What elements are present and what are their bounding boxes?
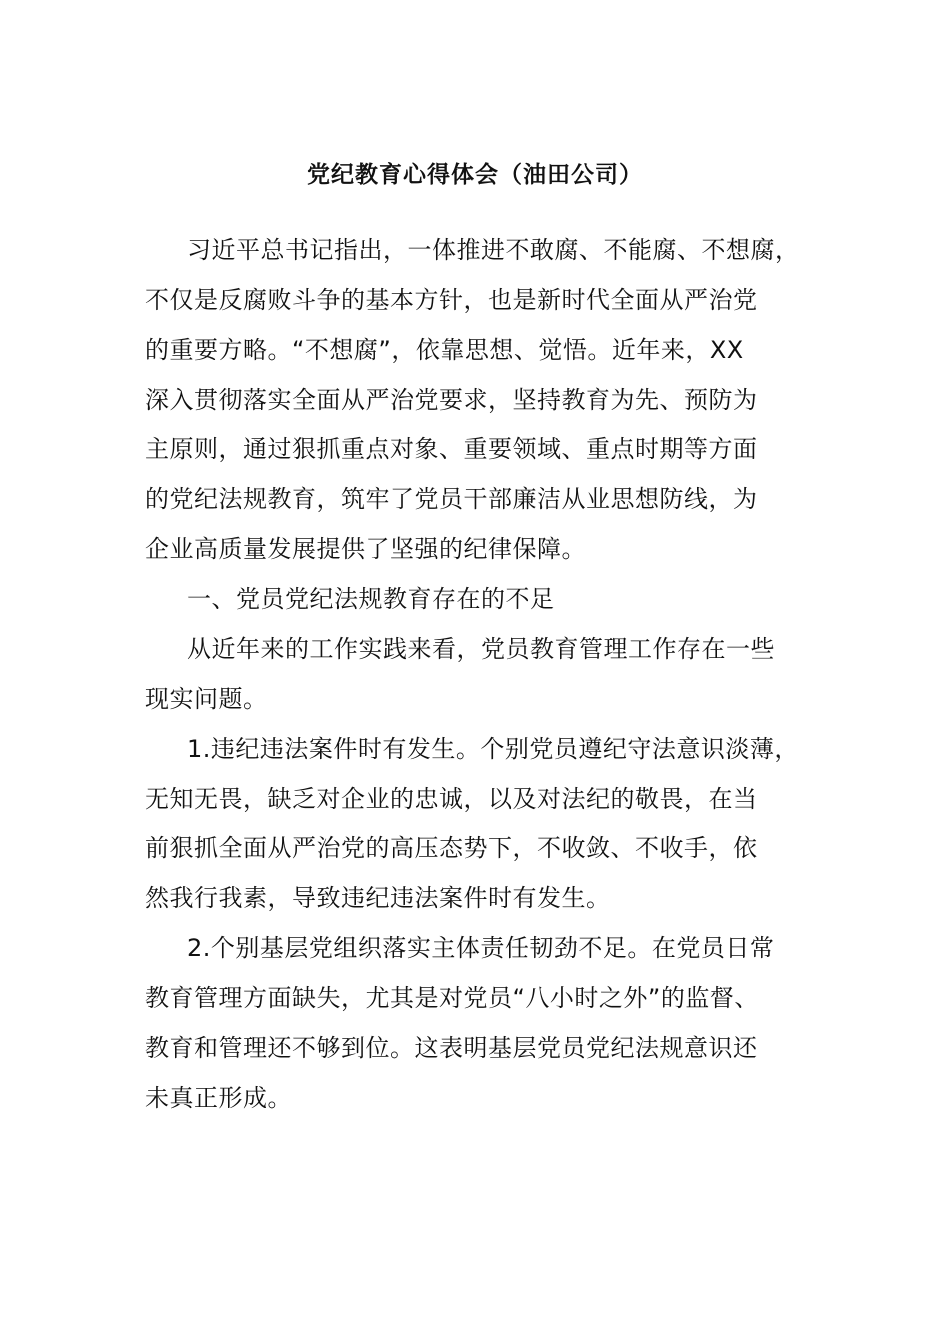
paragraph-line: 的党纪法规教育，筑牢了党员干部廉洁从业思想防线，为 [145,485,758,513]
paragraph-line: 然我行我素，导致违纪违法案件时有发生。 [145,884,611,912]
paragraph-line: 教育和管理还不够到位。这表明基层党员党纪法规意识还 [145,1034,758,1062]
section-heading: 一、党员党纪法规教育存在的不足 [187,585,555,613]
paragraph-line: 不仅是反腐败斗争的基本方针，也是新时代全面从严治党 [145,286,758,314]
document-title: 党纪教育心得体会（油田公司） [307,162,643,188]
paragraph-line: 1.违纪违法案件时有发生。个别党员遵纪守法意识淡薄， [187,735,799,763]
paragraph-line: 主原则，通过狠抓重点对象、重要领域、重点时期等方面 [145,435,758,463]
paragraph-line: 教育管理方面缺失，尤其是对党员“八小时之外”的监督、 [145,984,759,1012]
paragraph-line: 现实问题。 [145,685,268,713]
paragraph-line: 的重要方略。“不想腐”，依靠思想、觉悟。近年来，XX [145,336,744,364]
paragraph-line: 从近年来的工作实践来看，党员教育管理工作存在一些 [187,635,775,663]
paragraph-line: 前狠抓全面从严治党的高压态势下，不收敛、不收手，依 [145,834,758,862]
paragraph-line: 2.个别基层党组织落实主体责任韧劲不足。在党员日常 [187,934,775,962]
paragraph-line: 习近平总书记指出，一体推进不敢腐、不能腐、不想腐， [187,236,800,264]
paragraph-line: 无知无畏，缺乏对企业的忠诚，以及对法纪的敬畏，在当 [145,785,758,813]
paragraph-line: 深入贯彻落实全面从严治党要求，坚持教育为先、预防为 [145,386,758,414]
paragraph-line: 企业高质量发展提供了坚强的纪律保障。 [145,535,586,563]
paragraph-line: 未真正形成。 [145,1084,292,1112]
